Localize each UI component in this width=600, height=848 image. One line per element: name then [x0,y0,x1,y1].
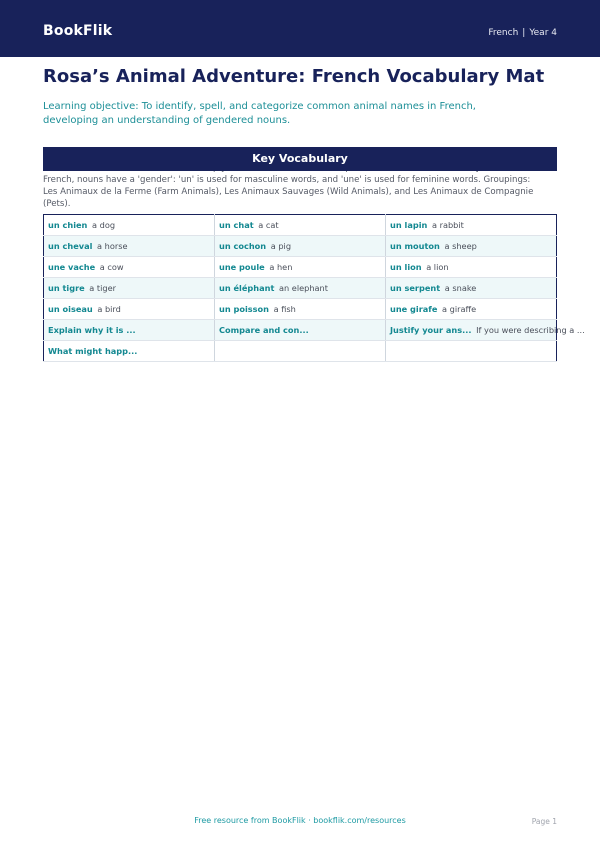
vocab-cell [215,215,386,236]
vocab-cell [44,299,215,320]
vocab-cell [386,257,557,278]
table-row [44,236,557,257]
vocab-term: une vache [48,262,96,272]
vocab-term: une poule [219,262,265,272]
prompt-cell [386,320,585,341]
vocab-cell [44,278,215,299]
vocab-definition: a lion [426,262,449,272]
vocab-term: un cochon [219,241,267,251]
prompt-text [137,346,139,356]
table-row [44,320,557,341]
prompt-term: Explain why it is ... [48,325,136,335]
vocab-cell [386,215,557,236]
table-row [44,215,557,236]
subject-label: French [488,28,519,38]
vocab-term: un poisson [219,304,270,314]
prompt-text [136,325,138,335]
vocab-term: un chat [219,220,254,230]
prompt-cell [215,320,386,341]
vocab-term: un mouton [390,241,440,251]
table-row [44,257,557,278]
vocab-definition: a horse [97,241,128,251]
section-heading: Key Vocabulary [43,147,557,171]
brand-logo[interactable]: BookFlik [43,23,113,39]
prompt-text: If you were describing a ... [476,325,585,335]
vocab-term: un lion [390,262,422,272]
table-row [44,299,557,320]
vocab-definition: a snake [444,283,477,293]
vocab-cell [386,236,557,257]
vocab-cell [215,299,386,320]
page-title: Rosa’s Animal Adventure: French Vocabulary Mat [43,66,545,87]
vocab-cell [44,215,215,236]
page-header [0,0,600,57]
vocab-definition: a rabbit [431,220,464,230]
vocab-term: une girafe [390,304,438,314]
prompt-cell [44,320,215,341]
prompt-term: Compare and con... [219,325,309,335]
vocab-definition: a sheep [444,241,477,251]
vocabulary-table [43,214,585,362]
vocab-definition: a cat [258,220,279,230]
footer-resource-link[interactable]: Free resource from BookFlik · bookflik.com/resources [194,816,406,825]
year-label: Year 4 [529,28,557,38]
vocab-cell [386,278,557,299]
vocab-cell [44,236,215,257]
vocab-cell [215,236,386,257]
vocab-cell [215,257,386,278]
vocab-cell [386,299,557,320]
prompt-text [309,325,311,335]
prompt-term: What might happ... [48,346,138,356]
vocab-term: un lapin [390,220,428,230]
vocab-definition: a pig [270,241,292,251]
vocab-definition: an elephant [279,283,328,293]
prompt-term: Justify your ans... [390,325,472,335]
header-meta [488,28,557,38]
vocab-definition: a dog [92,220,116,230]
page-number: Page 1 [531,817,557,826]
vocab-definition: a tiger [89,283,117,293]
vocab-term: un tigre [48,283,85,293]
table-row [44,278,557,299]
vocab-term: un chien [48,220,88,230]
empty-cell [215,341,386,362]
vocab-cell [44,257,215,278]
meta-separator: | [522,28,526,38]
vocab-term: un serpent [390,283,441,293]
vocab-term: un oiseau [48,304,93,314]
empty-cell [386,341,557,362]
prompt-cell [44,341,215,362]
vocab-definition: a hen [269,262,293,272]
vocab-term: un éléphant [219,283,275,293]
vocab-definition: a cow [99,262,124,272]
learning-objective: Learning objective: To identify, spell, and categorize common animal names in French, developing an understanding of gendered nouns. [43,101,476,126]
section-intro: French, nouns have a 'gender': 'un' is used for masculine words, and 'une' is used for feminine words. Groupings: Les Animaux de la Ferme (Farm Animals), Les Animaux Sauvages (Wild Animals), and Les Animaux de Compagnie (Pets). [43,175,534,209]
vocab-definition: a giraffe [442,304,477,314]
vocab-definition: a fish [273,304,296,314]
table-row [44,341,557,362]
vocab-term: un cheval [48,241,93,251]
vocab-cell [215,278,386,299]
vocab-definition: a bird [97,304,121,314]
